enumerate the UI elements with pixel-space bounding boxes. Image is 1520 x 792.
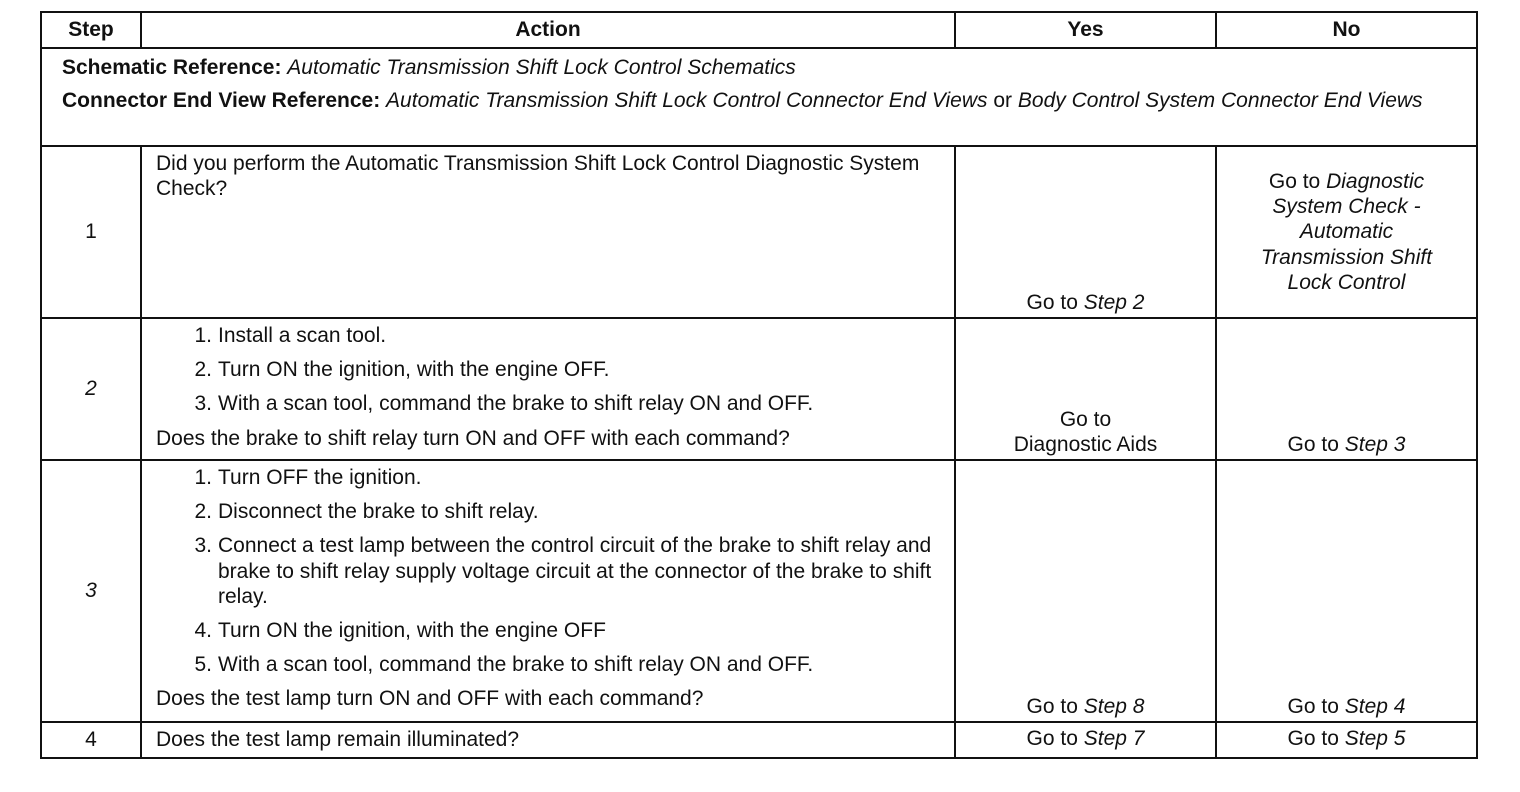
yes-link[interactable]: Diagnostic Aids bbox=[1013, 432, 1158, 456]
step-number: 4 bbox=[41, 722, 141, 758]
list-item: 5. With a scan tool, command the brake to shift relay ON and OFF. bbox=[194, 653, 814, 677]
reference-row bbox=[41, 48, 1477, 146]
step-number: 3 bbox=[41, 460, 141, 722]
header-no: No bbox=[1216, 12, 1477, 48]
table-row bbox=[41, 318, 1477, 460]
no-cell: Go to Step 5 bbox=[1216, 722, 1477, 758]
question: Does the brake to shift relay turn ON and OFF with each command? bbox=[156, 426, 790, 450]
table-row bbox=[41, 146, 1477, 318]
list-item: 4. Turn ON the ignition, with the engine OFF bbox=[194, 618, 606, 642]
action-cell bbox=[141, 146, 955, 318]
no-link[interactable]: Diagnostic System Check - Automatic Transmission Shift Lock Control bbox=[1260, 170, 1433, 294]
question: Does the test lamp turn ON and OFF with each command? bbox=[156, 687, 704, 711]
yes-cell: Go to Diagnostic Aids bbox=[955, 318, 1216, 460]
question: Does the test lamp remain illuminated? bbox=[156, 728, 520, 752]
list-item: 2. Disconnect the brake to shift relay. bbox=[194, 500, 539, 524]
yes-link[interactable]: Step 7 bbox=[1083, 727, 1145, 751]
no-link[interactable]: Step 4 bbox=[1344, 694, 1406, 718]
list-item: 3. Connect a test lamp between the control circuit of the brake to shift relay and brake to shift relay supply voltage circuit at the connector of the brake to shift relay. bbox=[194, 534, 932, 608]
no-link[interactable]: Step 3 bbox=[1344, 432, 1406, 456]
table-row bbox=[41, 460, 1477, 722]
yes-cell: Go to Step 8 bbox=[955, 460, 1216, 722]
action-steps bbox=[156, 323, 942, 417]
no-cell: Go to Step 3 bbox=[1216, 318, 1477, 460]
header-yes: Yes bbox=[955, 12, 1216, 48]
diagnostic-table bbox=[40, 11, 1478, 759]
connector-link-1[interactable]: Automatic Transmission Shift Lock Control Connector End Views bbox=[386, 89, 988, 113]
action-cell bbox=[141, 460, 955, 722]
header-step: Step bbox=[41, 12, 141, 48]
list-item: 2. Turn ON the ignition, with the engine OFF. bbox=[194, 358, 610, 382]
schematic-reference: Schematic Reference: Automatic Transmission Shift Lock Control Schematics bbox=[62, 56, 796, 79]
step-number: 2 bbox=[41, 318, 141, 460]
yes-link[interactable]: Step 2 bbox=[1083, 290, 1145, 314]
yes-link[interactable]: Step 8 bbox=[1083, 694, 1145, 718]
connector-reference: Connector End View Reference: Automatic Transmission Shift Lock Control Connector End Views or Body Control System Connector End Views bbox=[62, 89, 1423, 113]
yes-cell: Go to Step 2 bbox=[955, 146, 1216, 318]
list-item: 3. With a scan tool, command the brake to shift relay ON and OFF. bbox=[194, 392, 814, 416]
yes-cell: Go to Step 7 bbox=[955, 722, 1216, 758]
no-cell: Go to Step 4 bbox=[1216, 460, 1477, 722]
step-number: 1 bbox=[41, 146, 141, 318]
connector-link-2[interactable]: Body Control System Connector End Views bbox=[1017, 89, 1423, 113]
no-link[interactable]: Step 5 bbox=[1344, 727, 1406, 751]
header-row bbox=[41, 12, 1477, 48]
action-steps bbox=[156, 465, 942, 677]
list-item: 1. Turn OFF the ignition. bbox=[194, 466, 422, 489]
question: Did you perform the Automatic Transmission Shift Lock Control Diagnostic System Check? bbox=[156, 152, 920, 201]
table-row bbox=[41, 722, 1477, 758]
reference-cell bbox=[41, 48, 1477, 146]
header-action: Action bbox=[141, 12, 955, 48]
action-cell bbox=[141, 722, 955, 758]
schematic-link[interactable]: Automatic Transmission Shift Lock Control Schematics bbox=[287, 56, 796, 79]
action-cell bbox=[141, 318, 955, 460]
no-cell: Go to Diagnostic System Check - Automatic Transmission Shift Lock Control bbox=[1216, 146, 1477, 318]
list-item: 1. Install a scan tool. bbox=[194, 324, 387, 347]
